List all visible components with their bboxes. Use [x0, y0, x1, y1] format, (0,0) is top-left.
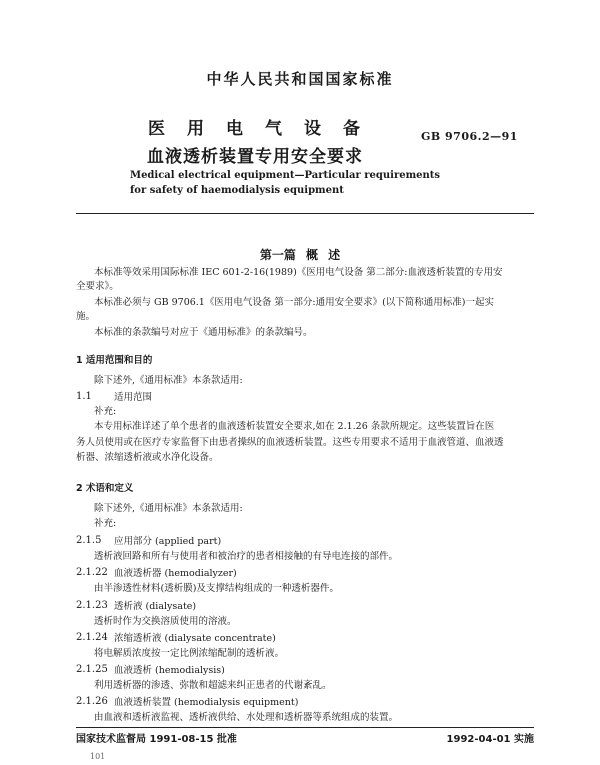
term-number: 2.1.23	[76, 600, 108, 611]
term-definition: 由血液和透析液监视、透析液供给、水处理和透析器等系统组成的装置。	[94, 712, 399, 723]
scope-body-line: 析器、浓缩透析液或水净化设备。	[76, 452, 219, 463]
page-number: 101	[90, 752, 106, 761]
term-title: 血液透析 (hemodialysis)	[114, 665, 225, 676]
term-title: 透析液 (dialysate)	[114, 601, 197, 612]
term-number: 2.1.25	[76, 664, 108, 675]
supplement-label: 补充:	[94, 406, 117, 417]
intro-line: 全要求》。	[76, 281, 119, 292]
term-number: 2.1.22	[76, 567, 108, 578]
term-definition: 透析液回路和所有与使用者和被治疗的患者相接触的有导电连接的部件。	[94, 551, 399, 562]
section-intro-line: 除下述外,《通用标准》本条款适用:	[94, 375, 243, 386]
intro-line: 本标准必须与 GB 9706.1《医用电气设备 第一部分:通用安全要求》(以下简称通用标准)一起实	[94, 297, 494, 308]
term-definition: 透析时作为交换溶质使用的溶液。	[94, 616, 237, 627]
supplement-label: 补充:	[94, 518, 117, 529]
header-divider	[76, 213, 534, 214]
term-title: 浓缩透析液 (dialysate concentrate)	[114, 633, 276, 644]
term-number: 2.1.26	[76, 696, 108, 707]
english-title-line1: Medical electrical equipment—Particular requirements	[130, 170, 441, 181]
term-title: 血液透析器 (hemodialyzer)	[114, 568, 237, 579]
approval-date: 国家技术监督局 1991-08-15 批准	[76, 734, 237, 745]
term-number: 2.1.5	[76, 535, 102, 546]
footer-divider	[76, 727, 534, 728]
document-title-line1: 医用电气设备	[148, 119, 382, 139]
term-number: 2.1.24	[76, 632, 108, 643]
standard-number: GB 9706.2—91	[421, 130, 518, 143]
intro-line: 本标准等效采用国际标准 IEC 601-2-16(1989)《医用电气设备 第二部分:血液透析装置的专用安	[94, 267, 503, 278]
intro-line: 本标准的条款编号对应于《通用标准》的条款编号。	[94, 327, 313, 338]
scope-body-line: 务人员使用或在医疗专家监督下由患者操纵的血液透析装置。这些专用要求不适用于血液管道、血液透	[76, 437, 504, 448]
document-title-line2: 血液透析装置专用安全要求	[147, 147, 363, 167]
clause-number: 1.1	[76, 391, 92, 402]
section-heading-definitions: 2 术语和定义	[76, 483, 134, 494]
section-intro-line: 除下述外,《通用标准》本条款适用:	[94, 503, 243, 514]
section-heading-scope: 1 适用范围和目的	[76, 355, 153, 366]
part-heading: 第一篇 概 述	[259, 248, 341, 262]
term-title: 应用部分 (applied part)	[114, 536, 222, 547]
english-title-line2: for safety of haemodialysis equipment	[130, 185, 344, 196]
national-standard-heading: 中华人民共和国国家标准	[206, 70, 394, 88]
intro-line: 施。	[76, 311, 96, 322]
term-title: 血液透析装置 (hemodialysis equipment)	[114, 697, 299, 708]
term-definition: 将电解质浓度按一定比例浓缩配制的透析液。	[94, 648, 285, 659]
scope-body-line: 本专用标准详述了单个患者的血液透析装置安全要求,如在 2.1.26 条款所规定。这些装置旨在医	[94, 421, 495, 432]
term-definition: 由半渗透性材料(透析膜)及支撑结构组成的一种透析器件。	[94, 583, 339, 594]
implementation-date: 1992-04-01 实施	[446, 734, 534, 745]
clause-title: 适用范围	[114, 392, 153, 403]
term-definition: 利用透析器的渗透、弥散和超滤来纠正患者的代谢紊乱。	[94, 680, 332, 691]
